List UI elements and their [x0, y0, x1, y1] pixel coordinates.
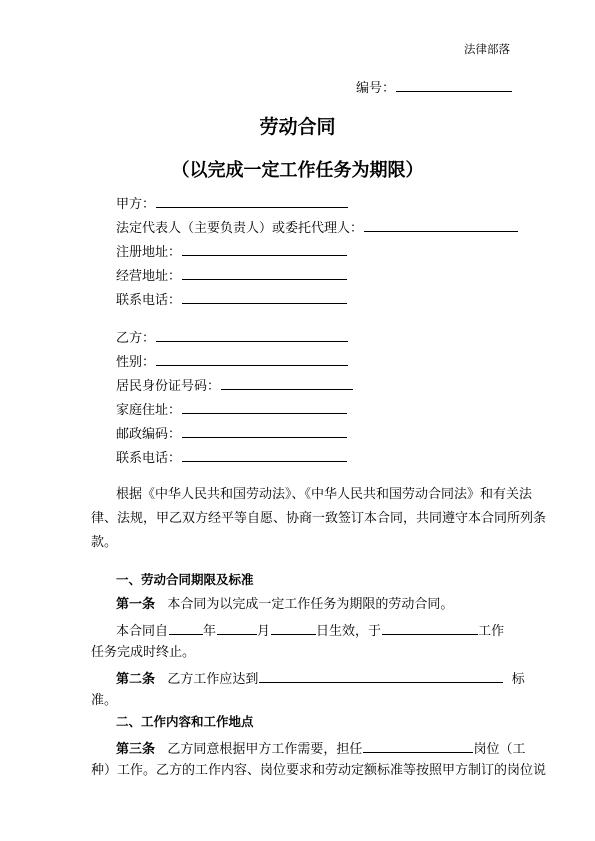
party-a-biz-addr-blank[interactable] [182, 267, 347, 280]
section-2-heading: 二、工作内容和工作地点 [116, 714, 254, 729]
contract-number-blank[interactable] [396, 79, 512, 92]
preamble-line-2: 律、法规，甲乙双方经平等自愿、协商一致签订本合同，共同遵守本合同所列条 [91, 511, 547, 526]
source-label: 法律部落 [464, 42, 510, 56]
party-b-postcode-blank[interactable] [182, 425, 347, 438]
term-month-blank[interactable] [217, 622, 257, 635]
party-a-phone-field [116, 291, 347, 307]
party-a-reg-addr-blank[interactable] [182, 243, 347, 256]
party-b-postcode-field [116, 425, 347, 441]
party-b-id-blank[interactable] [221, 377, 353, 390]
party-b-home-label: 家庭住址： [116, 403, 182, 418]
article-3-label: 第三条 [116, 742, 156, 757]
party-a-name-label: 甲方： [116, 197, 156, 212]
term-day-blank[interactable] [271, 622, 316, 635]
article-1 [116, 598, 453, 611]
contract-term-line-2: 任务完成时终止。 [91, 645, 196, 660]
party-b-postcode-label: 邮政编码： [116, 427, 182, 442]
term-month-label: 月 [257, 624, 271, 639]
article-2-end: 标 [511, 672, 525, 687]
party-a-phone-label: 联系电话： [116, 293, 182, 308]
party-a-reg-addr-field [116, 243, 347, 259]
contract-term-line [116, 622, 504, 638]
party-b-gender-label: 性别： [116, 355, 156, 370]
position-blank[interactable] [363, 740, 473, 753]
article-1-text: 本合同为以完成一定工作任务为期限的劳动合同。 [167, 597, 454, 612]
party-b-home-field [116, 401, 347, 417]
work-standard-blank[interactable] [259, 670, 503, 683]
party-a-biz-addr-field [116, 267, 347, 283]
party-a-reg-addr-label: 注册地址： [116, 245, 182, 260]
contract-number-label: 编号： [356, 81, 396, 96]
article-2-label: 第二条 [116, 672, 156, 687]
party-b-phone-label: 联系电话： [116, 451, 182, 466]
document-subtitle: （以完成一定工作任务为期限） [171, 160, 424, 181]
party-b-phone-blank[interactable] [182, 449, 347, 462]
party-a-biz-addr-label: 经营地址： [116, 269, 182, 284]
article-3-text: 乙方同意根据甲方工作需要，担任 [167, 742, 363, 757]
party-b-name-blank[interactable] [156, 329, 348, 342]
preamble-line-3: 款。 [91, 535, 118, 550]
party-b-home-blank[interactable] [182, 401, 347, 414]
term-year-label: 年 [203, 624, 217, 639]
party-a-rep-blank[interactable] [364, 219, 518, 232]
party-a-name-field [116, 195, 348, 211]
article-2-line-2: 准。 [91, 693, 118, 708]
party-a-phone-blank[interactable] [182, 291, 347, 304]
term-task-blank[interactable] [382, 622, 478, 635]
preamble-line-1: 根据《中华人民共和国劳动法》、《中华人民共和国劳动合同法》和有关法 [116, 487, 533, 502]
article-3 [116, 740, 525, 756]
party-a-rep-label: 法定代表人（主要负责人）或委托代理人： [116, 221, 364, 236]
article-2 [116, 670, 525, 686]
article-1-label: 第一条 [116, 597, 156, 612]
term-year-blank[interactable] [169, 622, 203, 635]
article-3-end: 岗位（工 [473, 742, 526, 757]
party-b-phone-field [116, 449, 347, 465]
party-b-gender-blank[interactable] [156, 353, 348, 366]
term-start-label: 本合同自 [116, 624, 169, 639]
term-end-label: 工作 [478, 624, 505, 639]
article-2-text: 乙方工作应达到 [167, 672, 259, 687]
party-b-id-field [116, 377, 353, 393]
section-1-heading: 一、劳动合同期限及标准 [116, 572, 254, 587]
party-a-rep-field [116, 219, 518, 235]
party-b-name-label: 乙方： [116, 331, 156, 346]
party-b-id-label: 居民身份证号码： [116, 379, 221, 394]
party-a-name-blank[interactable] [156, 195, 348, 208]
party-b-gender-field [116, 353, 348, 369]
article-3-line-2: 种）工作。乙方的工作内容、岗位要求和劳动定额标准等按照甲方制订的岗位说 [91, 763, 547, 778]
contract-number-field [356, 79, 512, 95]
party-b-name-field [116, 329, 348, 345]
term-day-label: 日生效，于 [316, 624, 382, 639]
document-title: 劳动合同 [259, 116, 336, 138]
